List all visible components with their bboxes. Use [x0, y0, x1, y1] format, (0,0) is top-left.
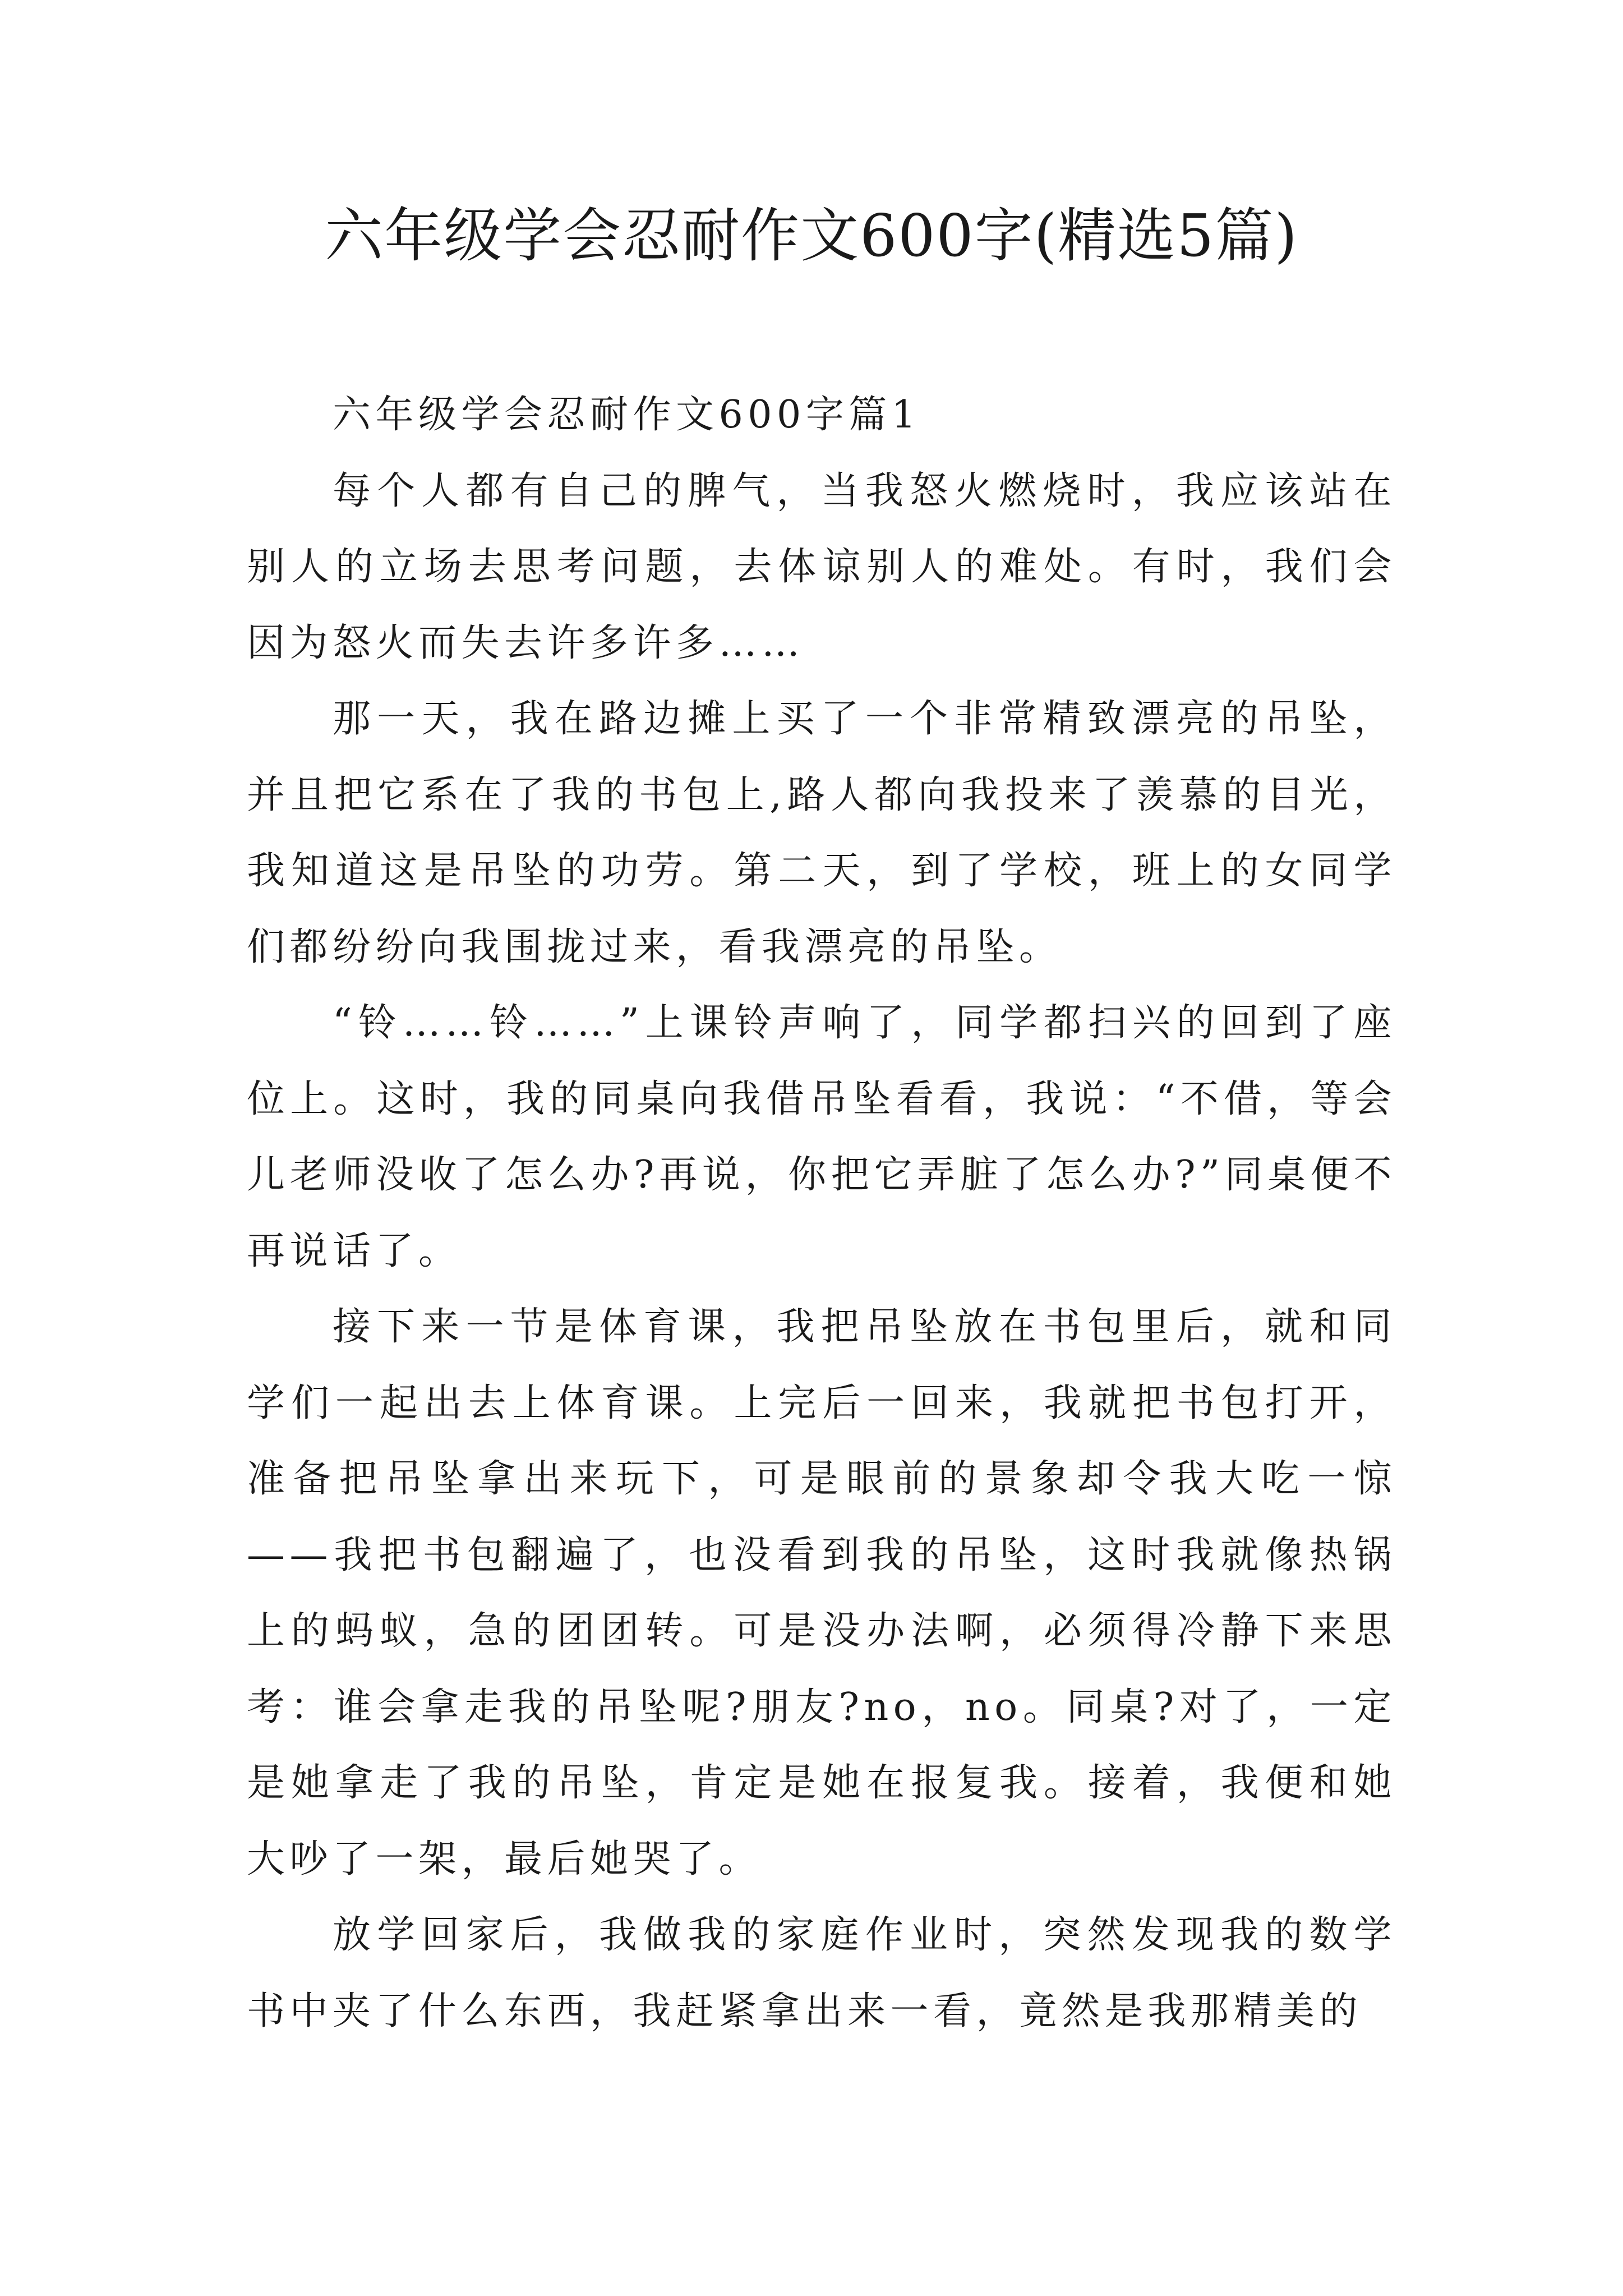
paragraph: 那一天，我在路边摊上买了一个非常精致漂亮的吊坠，并且把它系在了我的书包上,路人都向我投来了羡慕的目光，我知道这是吊坠的功劳。第二天，到了学校，班上的女同学们都纷纷向我围拢过来，看我漂亮的吊坠。 [247, 697, 1396, 969]
paragraph: 每个人都有自己的脾气，当我怒火燃烧时，我应该站在别人的立场去思考问题，去体谅别人的难处。有时，我们会因为怒火而失去许多许多…… [247, 468, 1396, 665]
paragraph: “铃……铃……”上课铃声响了，同学都扫兴的回到了座位上。这时，我的同桌向我借吊坠看看，我说：“不借，等会儿老师没收了怎么办?再说，你把它弄脏了怎么办?”同桌便不再说话了。 [247, 1001, 1396, 1273]
document-body [247, 377, 1396, 2049]
paragraph: 放学回家后，我做我的家庭作业时，突然发现我的数学书中夹了什么东西，我赶紧拿出来一看，竟然是我那精美的 [247, 1913, 1396, 2033]
section-heading: 六年级学会忍耐作文600字篇1 [333, 393, 921, 437]
paragraph: 接下来一节是体育课，我把吊坠放在书包里后，就和同学们一起出去上体育课。上完后一回来，我就把书包打开，准备把吊坠拿出来玩下，可是眼前的景象却令我大吃一惊——我把书包翻遍了，也没看到我的吊坠，这时我就像热锅上的蚂蚁，急的团团转。可是没办法啊，必须得冷静下来思考：谁会拿走我的吊坠呢?朋友?no，no。同桌?对了，一定是她拿走了我的吊坠，肯定是她在报复我。接着，我便和她大吵了一架，最后她哭了。 [247, 1305, 1396, 1881]
document-title: 六年级学会忍耐作文600字(精选5篇) [325, 201, 1298, 270]
